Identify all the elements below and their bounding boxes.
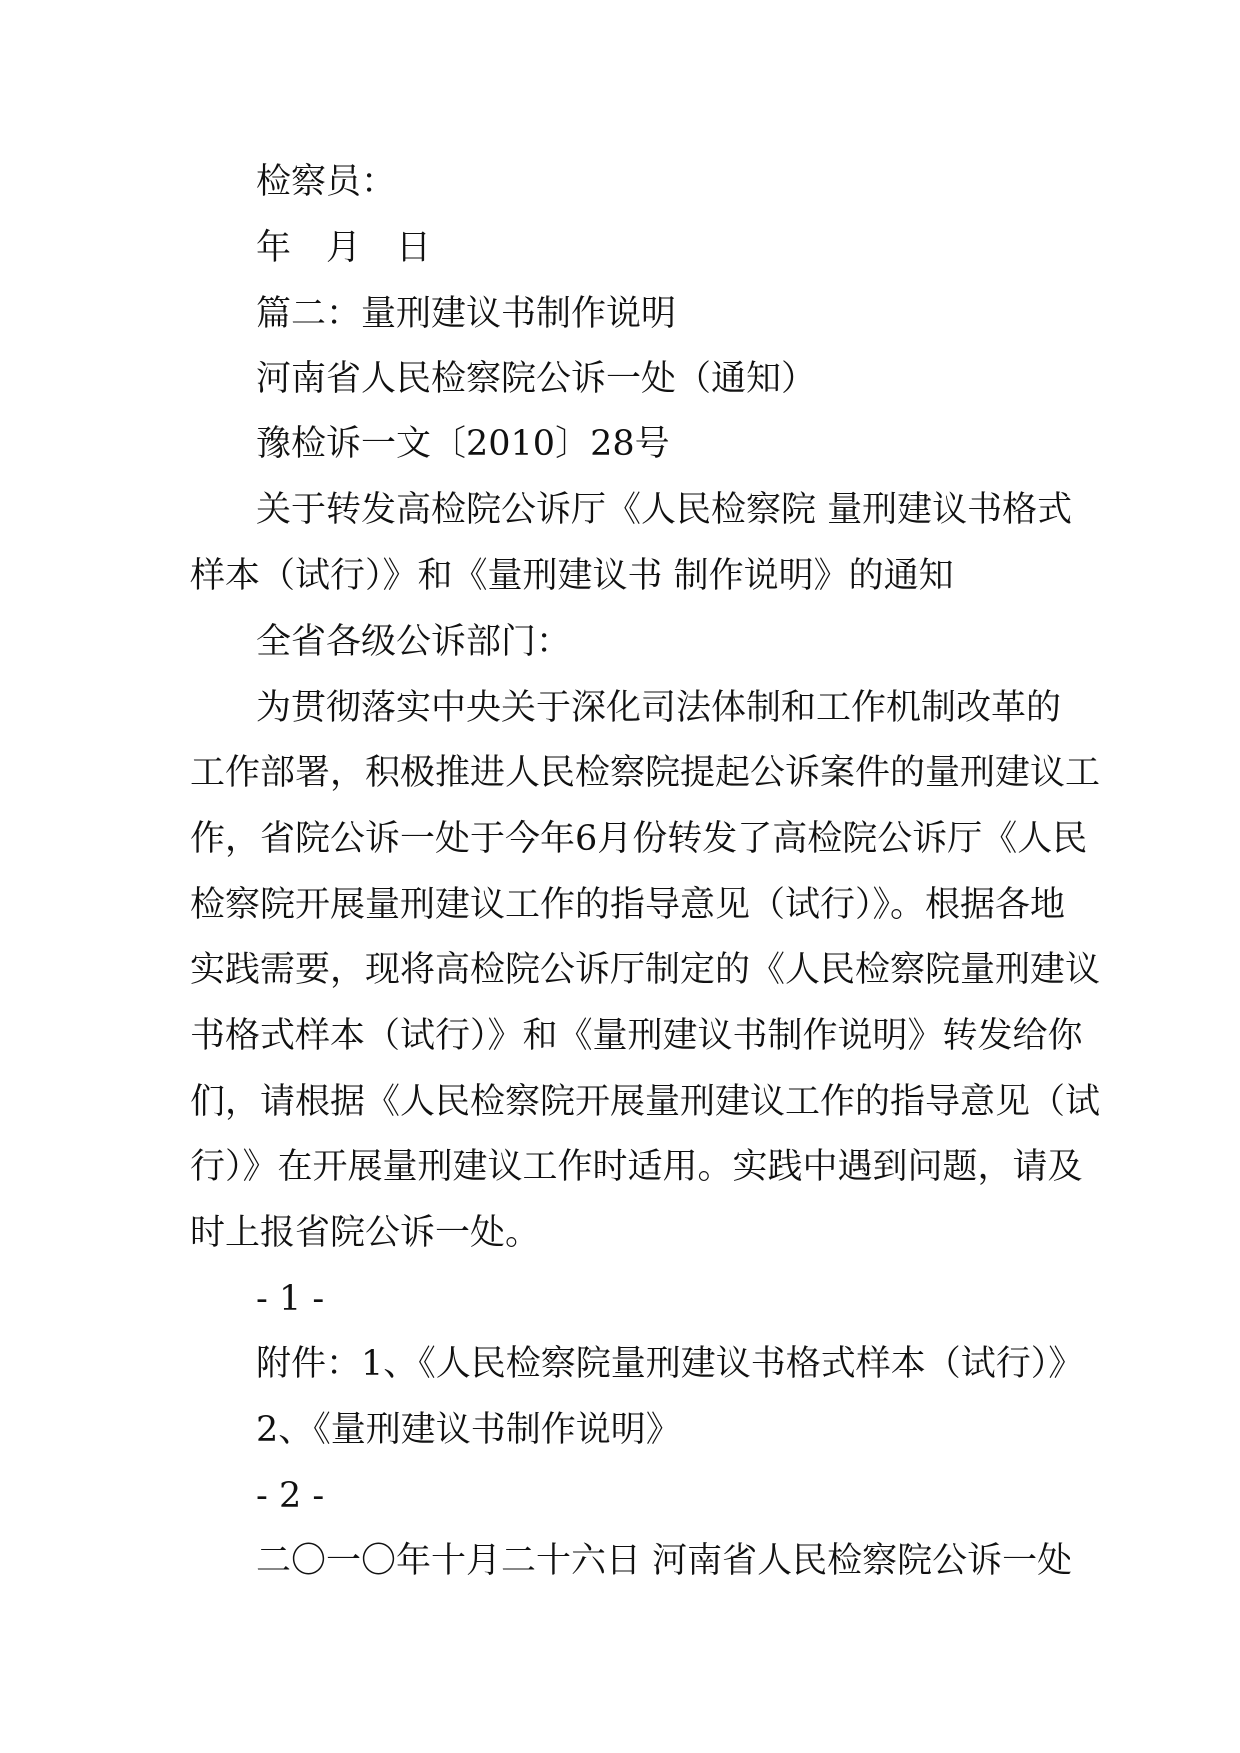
body-paragraph-line-5: 实践需要，现将高检院公诉厅制定的《人民检察院量刑建议 [190,950,1101,990]
date-and-issuer: 二〇一〇年十月二十六日 河南省人民检察院公诉一处 [256,1541,1073,1581]
notice-title-line-2: 样本（试行）》和《量刑建议书 制作说明》的通知 [190,556,954,596]
addressee: 全省各级公诉部门： [256,622,572,662]
section-heading: 篇二：量刑建议书制作说明 [256,294,677,334]
body-paragraph-line-2: 工作部署，积极推进人民检察院提起公诉案件的量刑建议工 [190,753,1101,793]
notice-title-line-1: 关于转发高检院公诉厅《人民检察院 量刑建议书格式 [256,490,1073,530]
body-paragraph-line-1: 为贯彻落实中央关于深化司法体制和工作机制改革的 [256,688,1062,728]
body-paragraph-line-6: 书格式样本（试行）》和《量刑建议书制作说明》转发给你 [190,1016,1083,1056]
body-paragraph-line-8: 行）》在开展量刑建议工作时适用。实践中遇到问题，请及 [190,1147,1083,1187]
attachment-2: 2、《量刑建议书制作说明》 [256,1410,681,1450]
signature-label-prosecutor: 检察员： [256,162,397,202]
page-number-1: - 1 - [256,1279,325,1319]
body-paragraph-line-4: 检察院开展量刑建议工作的指导意见（试行）》。根据各地 [190,885,1066,925]
document-number: 豫检诉一文〔2010〕28号 [256,424,670,464]
attachment-1: 附件：1、《人民检察院量刑建议书格式样本（试行）》 [256,1344,1084,1384]
page-number-2: - 2 - [256,1476,325,1516]
body-paragraph-line-7: 们，请根据《人民检察院开展量刑建议工作的指导意见（试 [190,1082,1101,1122]
body-paragraph-line-3: 作，省院公诉一处于今年6月份转发了高检院公诉厅《人民 [190,819,1088,859]
date-placeholder: 年 月 日 [256,228,432,268]
body-paragraph-line-9: 时上报省院公诉一处。 [190,1213,541,1253]
issuing-office: 河南省人民检察院公诉一处（通知） [256,359,817,399]
